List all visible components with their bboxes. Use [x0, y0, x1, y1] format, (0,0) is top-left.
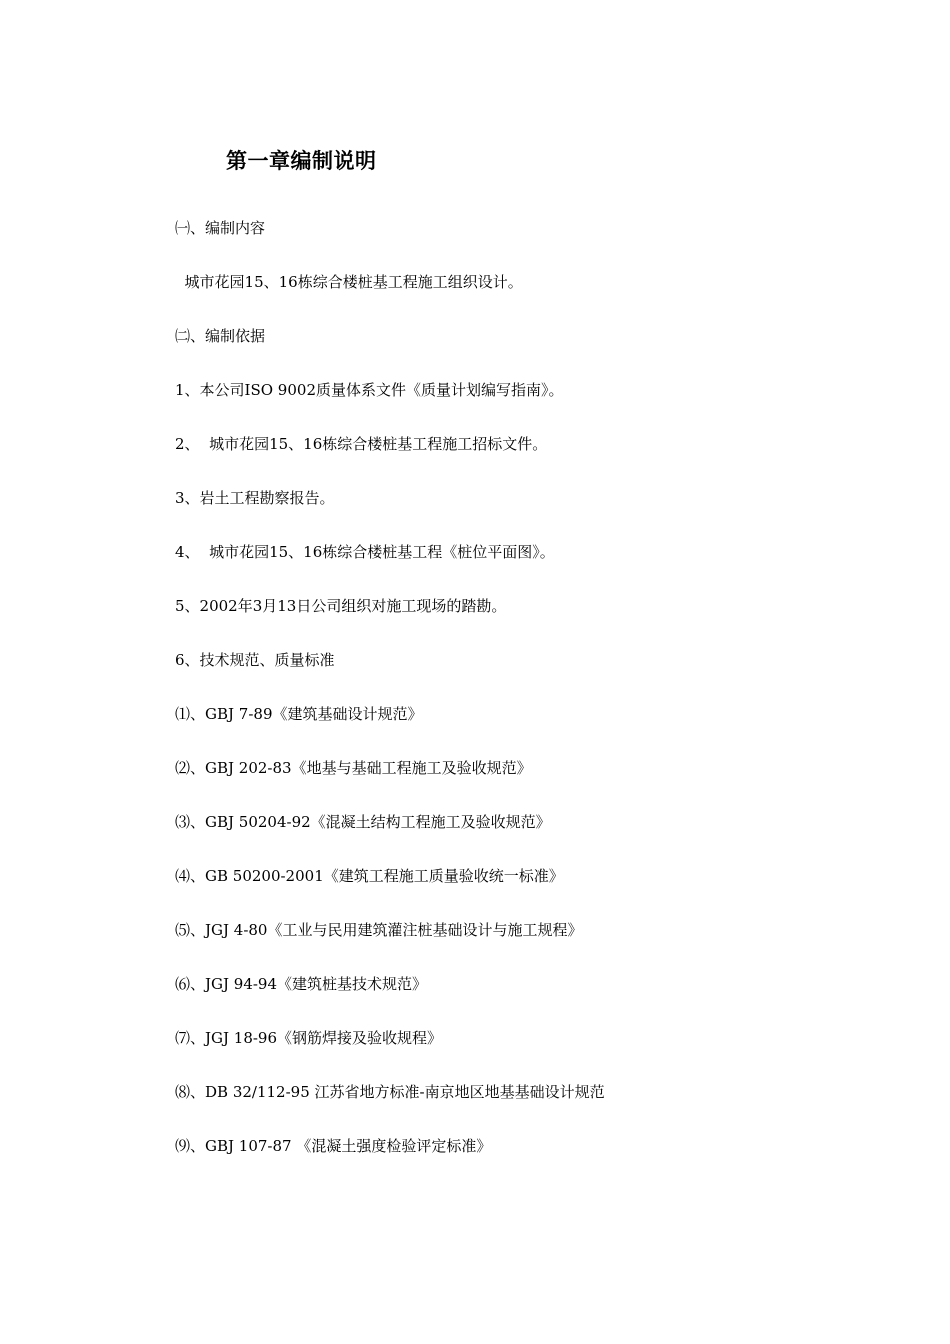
- standard-item: ⑵、GBJ 202-83《地基与基础工程施工及验收规范》: [175, 759, 532, 777]
- standard-item: ⑴、GBJ 7-89《建筑基础设计规范》: [175, 705, 423, 723]
- list-item: 5、2002年3月13日公司组织对施工现场的踏勘。: [175, 597, 507, 615]
- list-item: 4、 城市花园15、16栋综合楼桩基工程《桩位平面图》。: [175, 543, 555, 561]
- list-item: 1、本公司ISO 9002质量体系文件《质量计划编写指南》。: [175, 381, 564, 399]
- list-item: 6、技术规范、质量标准: [175, 651, 335, 669]
- standard-item: ⑻、DB 32/112-95 江苏省地方标准-南京地区地基基础设计规范: [175, 1083, 605, 1101]
- paragraph-content: 城市花园15、16栋综合楼桩基工程施工组织设计。: [175, 273, 523, 291]
- standard-item: ⑶、GBJ 50204-92《混凝土结构工程施工及验收规范》: [175, 813, 551, 831]
- list-item: 2、 城市花园15、16栋综合楼桩基工程施工招标文件。: [175, 435, 548, 453]
- standard-item: ⑸、JGJ 4-80《工业与民用建筑灌注桩基础设计与施工规程》: [175, 921, 583, 939]
- standard-item: ⑺、JGJ 18-96《钢筋焊接及验收规程》: [175, 1029, 443, 1047]
- standard-item: ⑼、GBJ 107-87 《混凝土强度检验评定标准》: [175, 1137, 492, 1155]
- section-heading-basis: ㈡、编制依据: [175, 327, 266, 345]
- chapter-title: 第一章编制说明: [226, 149, 377, 173]
- standard-item: ⑹、JGJ 94-94《建筑桩基技术规范》: [175, 975, 428, 993]
- list-item: 3、岩土工程勘察报告。: [175, 489, 335, 507]
- section-heading-content: ㈠、编制内容: [175, 219, 266, 237]
- standard-item: ⑷、GB 50200-2001《建筑工程施工质量验收统一标准》: [175, 867, 564, 885]
